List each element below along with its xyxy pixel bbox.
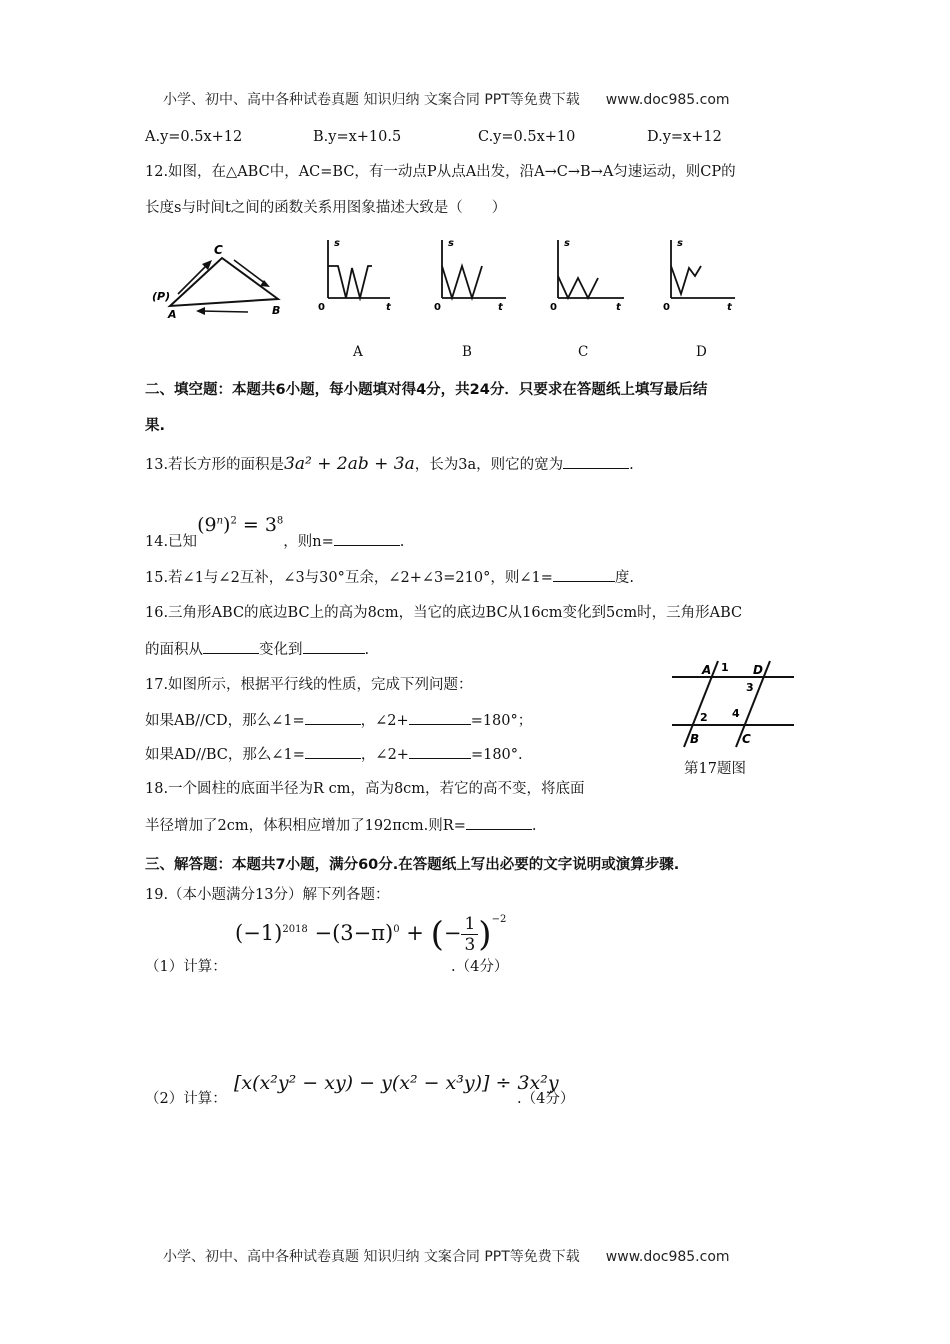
q12-option-b: B xyxy=(462,344,472,360)
q17-l2c: =180°； xyxy=(470,713,533,729)
q13-pre: 13.若长方形的面积是 xyxy=(145,457,285,473)
q19-part1-formula: $(-1)^{2018} -(3-\pi)^0$ + (− $\frac{1}{3}$ )$^{-2}$ xyxy=(235,914,507,955)
graph-b-t-label: t xyxy=(498,302,503,312)
graph-a-origin: 0 xyxy=(318,302,325,312)
q14-post: ，则n= xyxy=(283,534,334,551)
q14-formula-exp-2: 2 xyxy=(230,516,237,527)
q16-pre2: 的面积从 xyxy=(145,642,203,658)
q17-fig-3: 3 xyxy=(746,681,754,694)
q12-graph-b xyxy=(428,232,518,312)
q18-answer-blank[interactable] xyxy=(466,815,532,830)
q17-l3b: ，∠2+ xyxy=(360,747,409,763)
q19-p1-exp-a: 2018 xyxy=(282,924,308,935)
q18-line2 xyxy=(145,815,536,836)
q17-figure xyxy=(664,655,799,751)
q14-formula-close: ) xyxy=(223,514,231,537)
q16-end2: . xyxy=(364,642,370,658)
q11-option-c: C.y=0.5x+10 xyxy=(478,129,576,145)
q15-pre: 15.若∠1与∠2互补，∠3与30°互余，∠2+∠3=210°，则∠1= xyxy=(145,570,553,586)
graph-c-s-label: s xyxy=(564,238,570,249)
q16-line2 xyxy=(145,639,369,660)
q13 xyxy=(145,454,634,475)
q15 xyxy=(145,567,634,588)
triangle-label-b: B xyxy=(272,304,281,317)
q19-part2-label: （2）计算： xyxy=(145,1091,227,1107)
q19-p1-frac-sign: − xyxy=(443,921,462,945)
q19-p1-denominator: 3 xyxy=(464,935,476,955)
q17-fig-b: B xyxy=(690,732,700,746)
q19-part2-score: .（4分） xyxy=(517,1091,575,1107)
q16-line1: 16.三角形ABC的底边BC上的高为8cm，当它的底边BC从16cm变化到5cm时，三角形ABC xyxy=(145,605,743,621)
q12-graph-d xyxy=(659,232,749,312)
graph-b-origin: 0 xyxy=(434,302,441,312)
q17-blank-3[interactable] xyxy=(305,744,361,759)
q14-answer-blank[interactable] xyxy=(334,531,400,546)
triangle-label-a: A xyxy=(168,308,177,320)
q17-line1: 17.如图所示，根据平行线的性质，完成下列问题： xyxy=(145,677,473,693)
page-header xyxy=(163,89,730,109)
q13-end: . xyxy=(629,457,634,473)
q17-figure-caption: 第17题图 xyxy=(684,761,746,777)
q14 xyxy=(145,512,405,551)
page-footer xyxy=(163,1246,730,1266)
q15-answer-blank[interactable] xyxy=(553,567,615,582)
footer-text: 小学、初中、高中各种试卷真题 知识归纳 文案合同 PPT等免费下载 xyxy=(163,1249,580,1265)
q19-part1-label: （1）计算： xyxy=(145,959,227,975)
q14-formula-exp-n: n xyxy=(216,516,224,527)
q17-fig-4: 4 xyxy=(732,707,740,720)
q14-formula-exp-8: 8 xyxy=(276,516,284,527)
header-text: 小学、初中、高中各种试卷真题 知识归纳 文案合同 PPT等免费下载 xyxy=(163,92,580,108)
triangle-label-p: (P) xyxy=(152,290,171,303)
q19-part1-score: .（4分） xyxy=(451,959,509,975)
q14-formula-base: (9 xyxy=(197,514,217,537)
q12-option-d: D xyxy=(696,344,707,360)
q14-end: . xyxy=(399,534,405,551)
q17-fig-2: 2 xyxy=(700,711,708,724)
q19-p1-exp-b: 0 xyxy=(393,924,400,935)
q16-answer-blank-2[interactable] xyxy=(303,639,365,654)
section2-heading-line2: 果. xyxy=(145,418,166,434)
q17-l2a: 如果AB//CD，那么∠1= xyxy=(145,713,305,729)
q17-blank-1[interactable] xyxy=(305,710,361,725)
q12-option-c: C xyxy=(578,344,589,360)
q19-p1-term-b: −(3−π) xyxy=(314,921,394,945)
q12-line2: 长度s与时间t之间的函数关系用图象描述大致是（ ） xyxy=(145,200,507,216)
graph-d-origin: 0 xyxy=(663,302,670,312)
q17-l2b: ，∠2+ xyxy=(360,713,409,729)
graph-a-s-label: s xyxy=(334,238,340,249)
q17-l3a: 如果AD//BC，那么∠1= xyxy=(145,747,305,763)
q16-mid2: 变化到 xyxy=(259,642,303,658)
q12-graph-a xyxy=(310,232,400,312)
triangle-label-c: C xyxy=(214,243,223,257)
q17-blank-4[interactable] xyxy=(409,744,471,759)
q12-option-a: A xyxy=(353,344,363,360)
q12-triangle-figure xyxy=(150,240,290,320)
q14-formula-rhs: = 3 xyxy=(236,514,277,537)
q13-formula: 3a² + 2ab + 3a xyxy=(284,454,415,474)
q14-formula xyxy=(197,514,283,536)
q18-line1: 18.一个圆柱的底面半径为R cm，高为8cm，若它的高不变，将底面 xyxy=(145,781,585,797)
section2-heading-line1: 二、填空题：本题共6小题，每小题填对得4分，共24分．只要求在答题纸上填写最后结 xyxy=(145,382,708,398)
q12-graph-c xyxy=(544,232,634,312)
q18-pre2: 半径增加了2cm，体积相应增加了192πcm.则R= xyxy=(145,818,466,834)
footer-url[interactable]: www.doc985.com xyxy=(605,1249,730,1265)
q17-l3c: =180°. xyxy=(470,747,523,763)
q11-option-a: A.y=0.5x+12 xyxy=(145,129,243,145)
q19-part2-formula: [x(x²y² − xy) − y(x² − x³y)] ÷ 3x²y xyxy=(234,1072,559,1094)
section3-heading: 三、解答题：本题共7小题，满分60分.在答题纸上写出必要的文字说明或演算步骤. xyxy=(145,857,680,873)
graph-b-s-label: s xyxy=(448,238,454,249)
q13-answer-blank[interactable] xyxy=(563,454,629,469)
graph-a-t-label: t xyxy=(386,302,391,312)
q13-post: ，长为3a，则它的宽为 xyxy=(414,457,564,473)
q19-p1-exp-c: −2 xyxy=(491,914,507,925)
q17-blank-2[interactable] xyxy=(409,710,471,725)
q19-p1-plus: + xyxy=(406,921,424,945)
q14-pre: 14.已知 xyxy=(145,534,198,551)
q17-fig-d: D xyxy=(753,663,763,677)
graph-d-t-label: t xyxy=(727,302,732,312)
q16-answer-blank-1[interactable] xyxy=(203,639,259,654)
q17-fig-c: C xyxy=(742,732,751,746)
q17-line2 xyxy=(145,710,532,731)
q17-fig-a: A xyxy=(702,663,712,677)
q18-end2: . xyxy=(531,818,537,834)
graph-c-origin: 0 xyxy=(550,302,557,312)
q11-option-b: B.y=x+10.5 xyxy=(313,129,402,145)
graph-c-t-label: t xyxy=(616,302,621,312)
q12-line1: 12.如图，在△ABC中，AC=BC，有一动点P从点A出发，沿A→C→B→A匀速运动，则CP的 xyxy=(145,164,736,180)
graph-d-s-label: s xyxy=(677,238,683,249)
q19-p1-term-a: (−1) xyxy=(235,921,283,945)
q11-option-d: D.y=x+12 xyxy=(647,129,722,145)
q17-fig-1: 1 xyxy=(721,661,729,674)
header-url[interactable]: www.doc985.com xyxy=(605,92,730,108)
q19-p1-numerator: 1 xyxy=(461,914,478,935)
q15-end: 度. xyxy=(614,570,634,586)
q17-line3 xyxy=(145,744,523,765)
q19-title: 19.（本小题满分13分）解下列各题： xyxy=(145,887,390,903)
